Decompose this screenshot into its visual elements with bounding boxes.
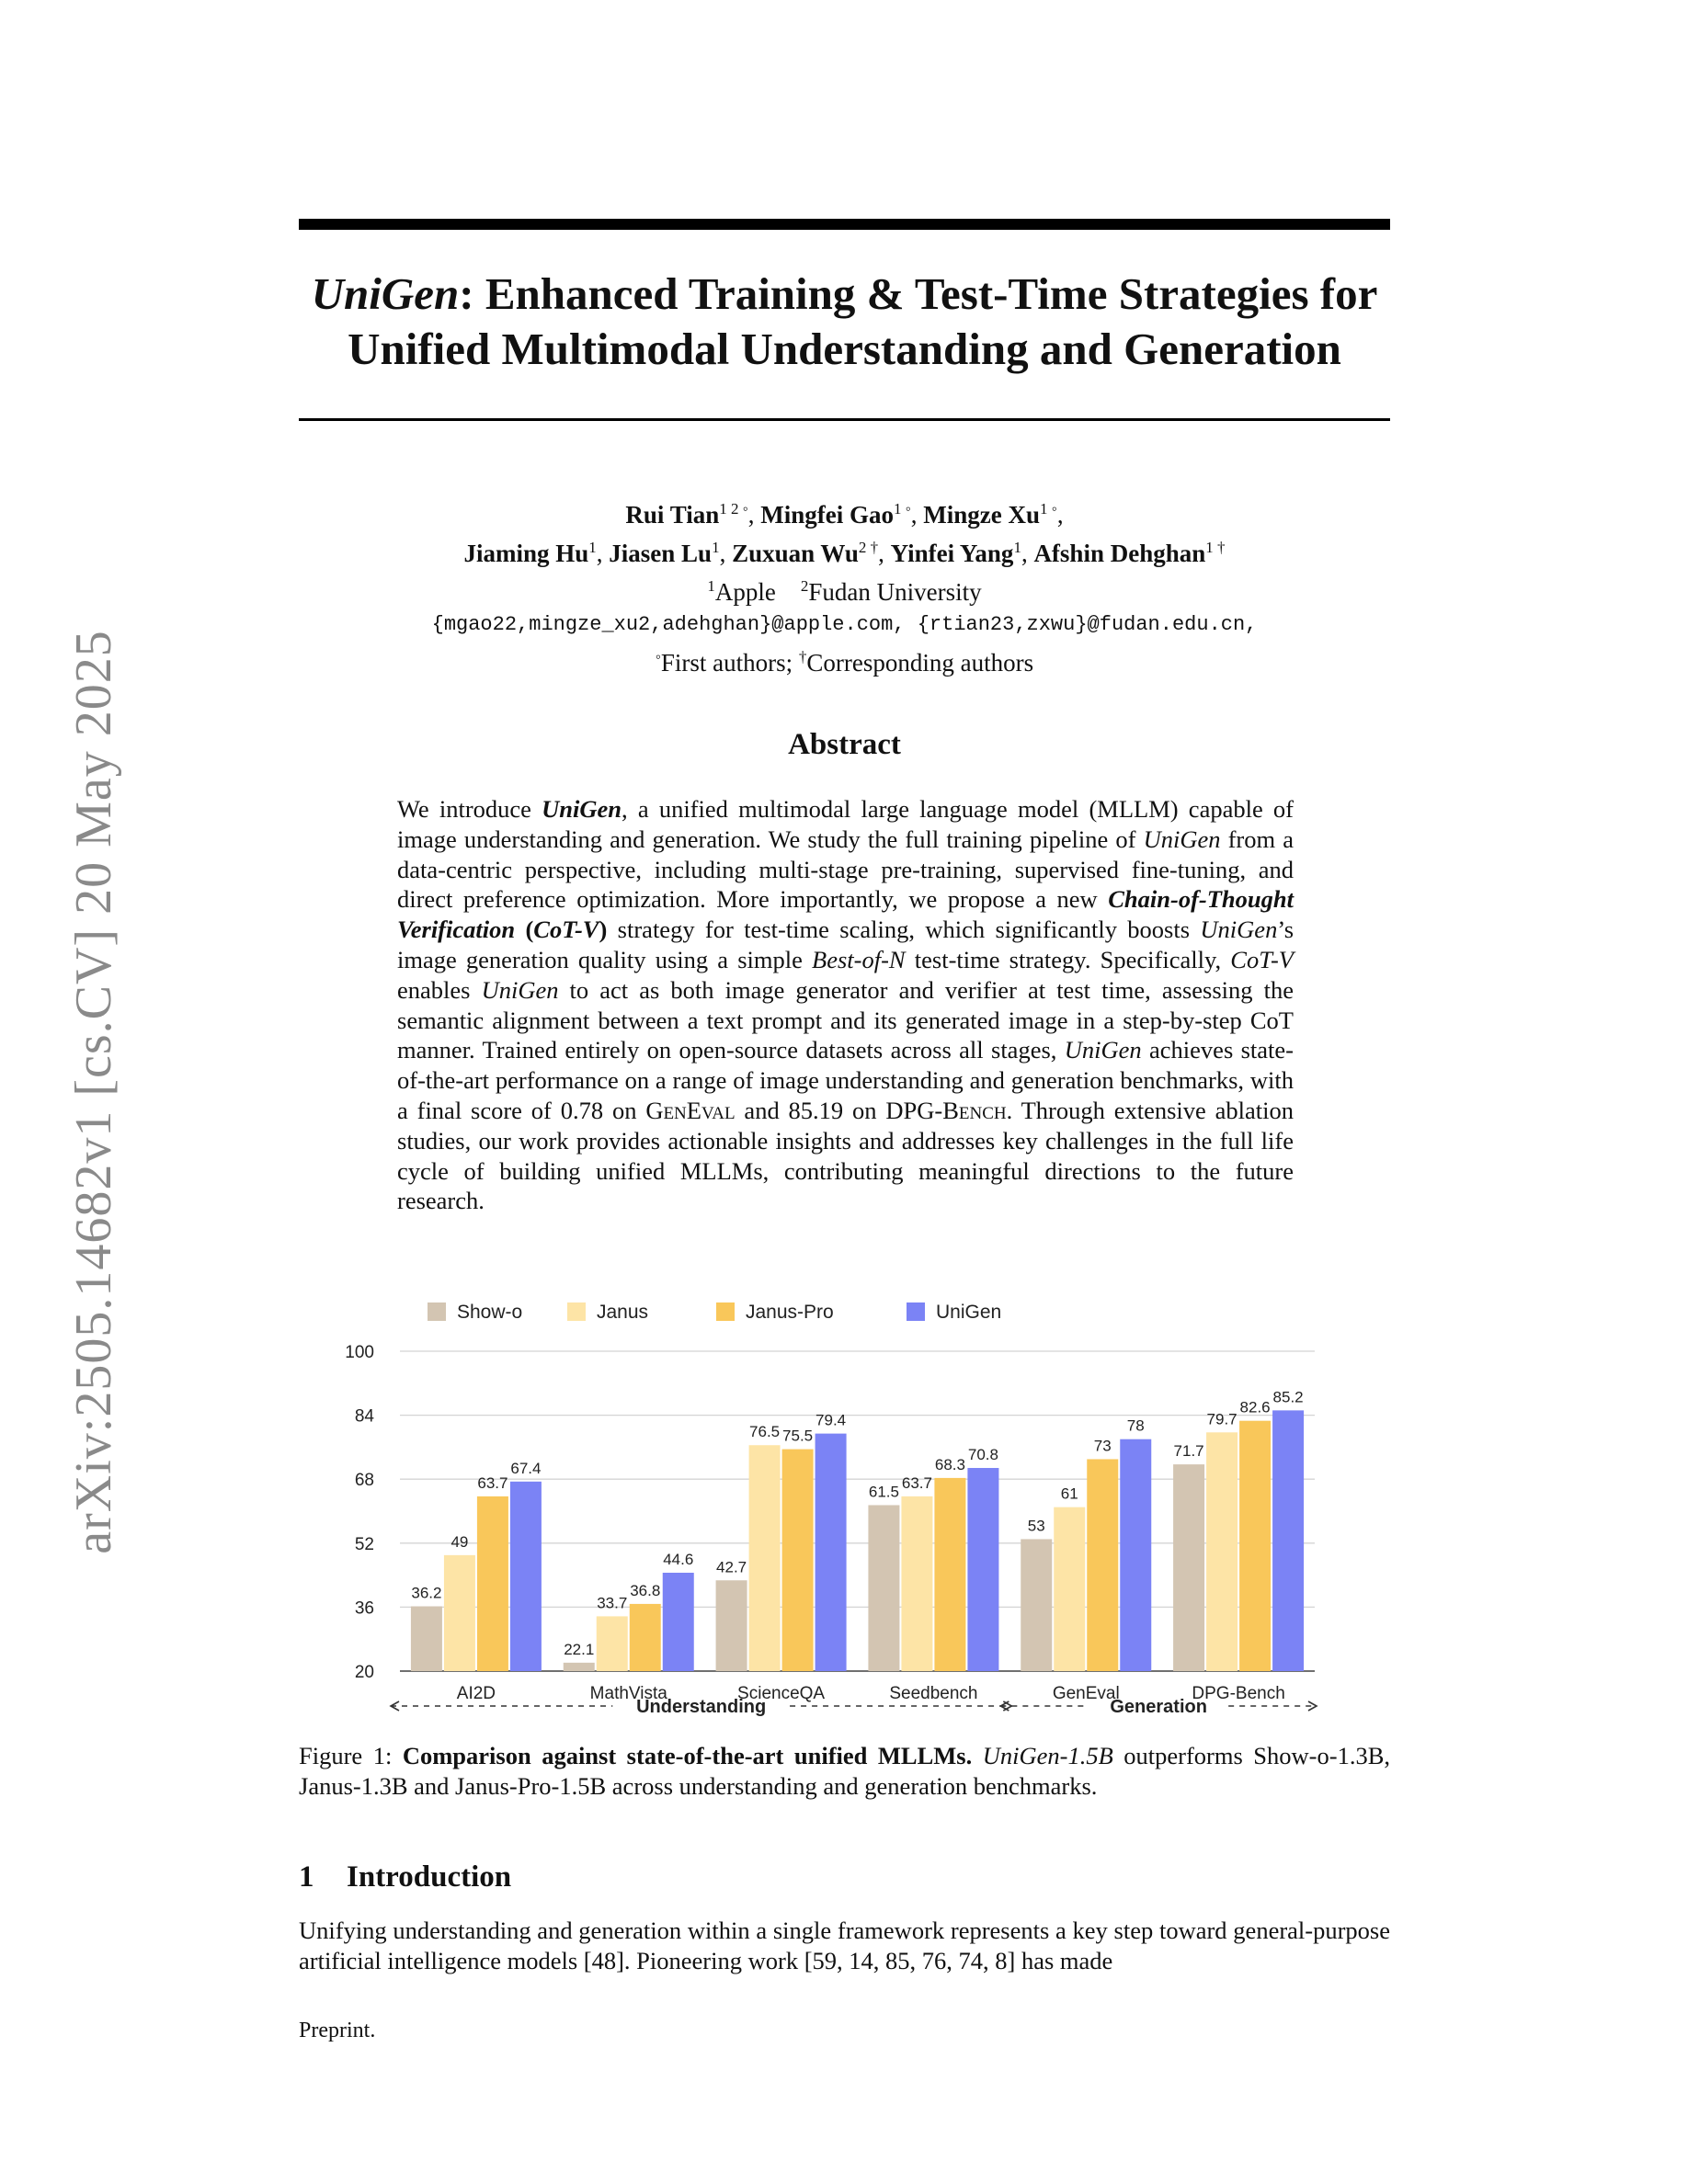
abstract-text: test-time strategy. Specifically, [905, 945, 1231, 973]
x-tick-label: DPG-Bench [1192, 1684, 1285, 1703]
abstract-brand-italic: UniGen [1064, 1036, 1142, 1064]
title-brand: UniGen [311, 268, 460, 319]
x-tick-label: ScienceQA [737, 1684, 826, 1703]
bar [444, 1555, 475, 1671]
bar-value-label: 67.4 [510, 1459, 542, 1477]
abstract-body [397, 794, 1294, 1216]
y-tick-label: 52 [354, 1534, 374, 1554]
caption-text: outperforms Show-o-1.3B, Janus-1.3B and Janus-Pro-1.5B across understanding and generation benchmarks. [299, 1742, 1391, 1800]
bar [597, 1616, 628, 1671]
abstract-text: We introduce [397, 795, 542, 823]
abstract-text: achieves state-of-the-art performance on a range of image understanding and generation benchmarks, with a final score of 0.78 on [397, 1036, 1294, 1124]
legend-label: UniGen [936, 1302, 1002, 1323]
y-tick-label: 100 [345, 1343, 374, 1362]
author-sup: 2 † [858, 539, 879, 556]
bar [1120, 1439, 1151, 1671]
bar-value-label: 79.4 [815, 1411, 847, 1429]
abstract-text: enables [397, 975, 482, 1004]
caption-bold: Comparison against state-of-the-art unified MLLMs. [402, 1742, 973, 1769]
bar [477, 1496, 508, 1671]
abstract-geneval: GenEval [645, 1096, 736, 1124]
bar-value-label: 36.8 [630, 1581, 661, 1599]
author-sup: 1 [712, 539, 720, 556]
legend-swatch [716, 1302, 735, 1321]
bar-value-label: 68.3 [934, 1455, 965, 1473]
legend-label: Janus [597, 1302, 649, 1323]
abstract-text: to act as both image generator and verifier at test time, assessing the semantic alignment between a text prompt and its generated image in a step-by-step CoT manner. Trained entirely on open-source datasets across all stages, [397, 975, 1294, 1064]
paper-title [299, 267, 1390, 377]
abstract-text: ’s image generation quality using a simple [397, 916, 1295, 973]
y-tick-label: 84 [354, 1406, 374, 1427]
bar-value-label: 76.5 [749, 1423, 781, 1441]
bar-value-label: 53 [1027, 1517, 1045, 1535]
note-first: First authors; [660, 649, 793, 677]
abstract-text: from a data-centric perspective, including multi-stage pre-training, supervised fine-tuning, and direct preference optimization. More importantly, we propose a new [397, 825, 1294, 914]
bar-value-label: 33.7 [597, 1594, 628, 1612]
affiliation-sup: 1 [707, 577, 715, 595]
author-name: Mingfei Gao [760, 501, 895, 529]
bar [564, 1663, 595, 1671]
caption-prefix: Figure 1: [299, 1742, 403, 1769]
affiliations [299, 570, 1390, 609]
author-name: Zuxuan Wu [732, 540, 859, 567]
abstract-paren: ) [599, 916, 608, 944]
bar [868, 1505, 899, 1671]
author-sup: 1 2 ◦ [719, 500, 748, 518]
title-line1: : Enhanced Training & Test-Time Strategies for [459, 268, 1378, 319]
bar [782, 1450, 814, 1671]
bar [630, 1604, 661, 1671]
bar-value-label: 22.1 [564, 1640, 595, 1658]
y-tick-label: 36 [354, 1598, 374, 1619]
title-bottom-rule [299, 418, 1390, 421]
abstract-cotv: CoT-V [533, 916, 599, 944]
title-top-rule [299, 219, 1390, 230]
bar [663, 1573, 694, 1671]
author-name: Jiaming Hu [463, 540, 589, 567]
abstract-text: . Through extensive ablation studies, our work provides actionable insights and addresses key challenges in the full life cycle of building unified MLLMs, contributing meaningful directions to the future research. [397, 1096, 1295, 1215]
section-number: 1 [299, 1860, 314, 1894]
comparison-bar-chart [340, 1287, 1333, 1728]
affiliation-sup: 2 [800, 577, 809, 595]
title-line2: Unified Multimodal Understanding and Generation [348, 324, 1341, 374]
abstract-best-of-n: Best-of-N [812, 945, 906, 973]
bar [901, 1496, 932, 1671]
note-sym: ◦ [655, 648, 661, 665]
abstract-brand-italic: UniGen [1200, 916, 1278, 944]
abstract-cotv-full: Chain-of-Thought Verification [397, 885, 1294, 944]
bar-value-label: 63.7 [901, 1473, 932, 1492]
abstract-brand-italic: UniGen [481, 975, 559, 1004]
intro-paragraph: Unifying understanding and generation within a single framework represents a key step toward general-purpose artificial intelligence models [48]. Pioneering work [59, 14, 85, 76, 74, 8] has made [299, 1917, 1390, 1974]
author-name: Jiasen Lu [609, 540, 713, 567]
bar-value-label: 71.7 [1173, 1442, 1204, 1461]
author-line-1: Rui Tian$^{1 2 ◦}$, Mingfei Gao$^{1 ◦}$, Mingze $Xu^{1 ◦}$, [625, 500, 1064, 529]
legend-label: Janus-Pro [746, 1302, 834, 1323]
group-label: Understanding [636, 1697, 767, 1717]
section-heading [299, 1860, 511, 1894]
author-name: Afshin Dehghan [1033, 540, 1206, 567]
section-title: Introduction [347, 1860, 512, 1894]
abstract-brand-italic: UniGen [1143, 825, 1221, 853]
affiliation-fudan: Fudan University [808, 578, 982, 606]
author-sup: 1 † [1205, 539, 1226, 556]
bar [411, 1607, 442, 1671]
bar [510, 1482, 542, 1671]
author-name: Mingze Xu [923, 501, 1041, 529]
x-tick-label: AI2D [456, 1684, 496, 1703]
bar [749, 1445, 781, 1671]
bar-value-label: 42.7 [716, 1558, 747, 1576]
author-sup: 1 [1013, 539, 1021, 556]
bar [716, 1580, 747, 1671]
author-line-2: Jiaming Hu$^1$, Jiasen Lu$^1$, Zuxuan $Wu^{2 \dagger}$, Yinfei Yang$^1$, Afshin Dehghan$^{1 \dagger}$ [463, 539, 1226, 567]
author-sup: 1 ◦ [894, 500, 911, 518]
bar [1206, 1432, 1237, 1671]
bar [1272, 1410, 1304, 1671]
author-sup: 1 ◦ [1040, 500, 1057, 518]
abstract-text: strategy for test-time scaling, which significantly boosts [607, 916, 1201, 944]
x-tick-label: MathVista [589, 1684, 667, 1703]
bar [934, 1478, 965, 1671]
affiliation-apple: Apple [714, 578, 776, 606]
note-sym: † [798, 648, 807, 665]
caption-model: UniGen-1.5B [982, 1742, 1113, 1769]
legend-swatch [567, 1302, 586, 1321]
abstract-brand: UniGen [542, 795, 622, 823]
arxiv-identifier: arXiv:2505.14682v1 [cs.CV] 20 May 2025 [65, 630, 122, 1554]
y-tick-label: 68 [354, 1471, 374, 1491]
legend-label: Show-o [457, 1302, 523, 1323]
x-tick-label: Seedbench [889, 1684, 978, 1703]
bar-value-label: 78 [1126, 1416, 1145, 1435]
author-name: Rui Tian [625, 501, 720, 529]
bar-value-label: 73 [1093, 1437, 1112, 1455]
bar-value-label: 70.8 [967, 1446, 998, 1464]
bar-value-label: 61 [1060, 1484, 1078, 1503]
author-sup: 1 [588, 539, 597, 556]
bar [967, 1468, 998, 1671]
y-tick-label: 20 [354, 1663, 374, 1682]
bar [1239, 1421, 1271, 1671]
bar-value-label: 61.5 [868, 1483, 899, 1501]
bar-value-label: 63.7 [477, 1473, 508, 1492]
legend-swatch [428, 1302, 446, 1321]
bar-value-label: 82.6 [1239, 1398, 1271, 1416]
bar [1054, 1507, 1085, 1671]
figure-caption [299, 1741, 1390, 1802]
author-emails: {mgao22,mingze_xu2,adehghan}@apple.com, {rtian23,zxwu}@fudan.edu.cn, [431, 613, 1258, 636]
bar-value-label: 49 [451, 1532, 469, 1551]
bar-value-label: 85.2 [1272, 1388, 1304, 1406]
bar-value-label: 75.5 [782, 1427, 814, 1445]
x-tick-label: GenEval [1052, 1684, 1120, 1703]
legend-swatch [907, 1302, 925, 1321]
abstract-text: and 85.19 on [735, 1096, 886, 1124]
footer-preprint: Preprint. [299, 2019, 376, 2042]
author-block [299, 493, 1390, 679]
author-notes [299, 641, 1390, 679]
author-name: Yinfei Yang [890, 540, 1014, 567]
bar [1087, 1459, 1118, 1671]
note-corr: Corresponding authors [806, 649, 1034, 677]
abstract-cotv-italic: CoT-V [1230, 945, 1294, 973]
bar [1173, 1464, 1204, 1671]
bar-value-label: 44.6 [663, 1550, 694, 1568]
abstract-text: , a unified multimodal large language model (MLLM) capable of image understanding and generation. We study the full training pipeline of [397, 795, 1294, 853]
abstract-paren: ( [515, 916, 534, 944]
abstract-heading: Abstract [788, 728, 901, 761]
abstract-dpg: DPG-Bench [885, 1096, 1007, 1124]
bar-value-label: 79.7 [1206, 1410, 1237, 1428]
bar [815, 1434, 847, 1671]
bar-value-label: 36.2 [411, 1584, 442, 1602]
bar [1021, 1539, 1052, 1671]
group-label: Generation [1110, 1697, 1207, 1717]
